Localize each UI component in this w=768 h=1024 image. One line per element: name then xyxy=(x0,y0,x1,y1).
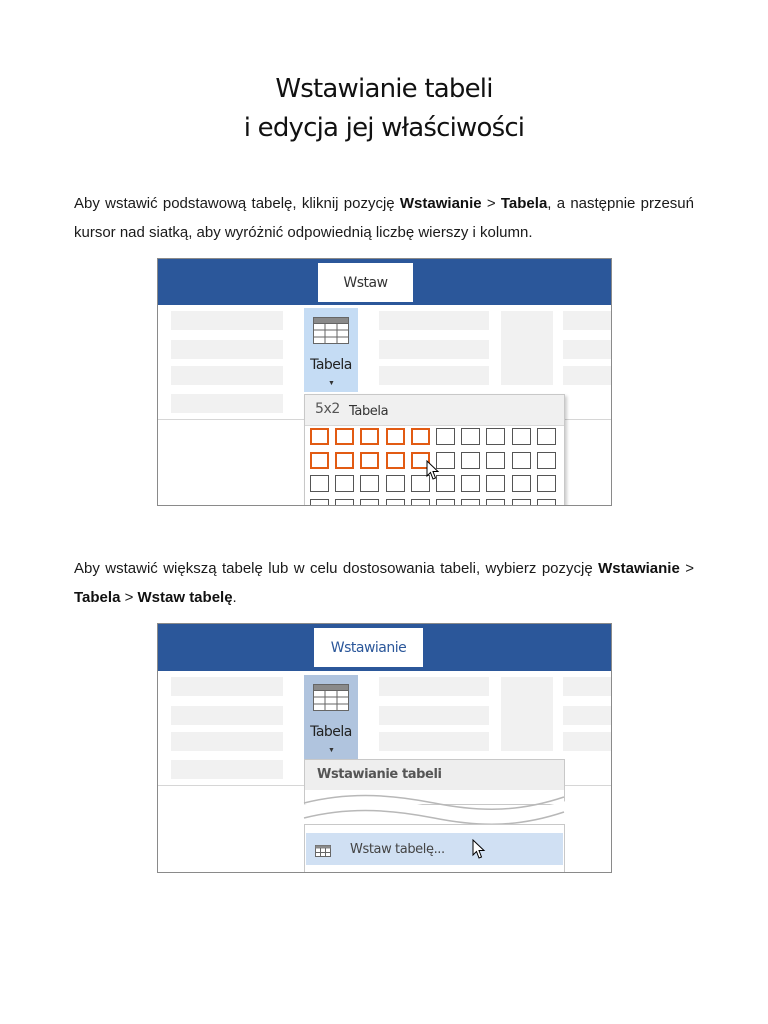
text: Aby wstawić większą tabelę lub w celu dostosowania tabeli, wybierz pozycję xyxy=(74,560,599,577)
grid-cell[interactable] xyxy=(537,452,556,469)
ribbon-placeholder xyxy=(171,760,283,779)
grid-cell[interactable] xyxy=(310,499,329,506)
tab-wstawianie[interactable]: Wstawianie xyxy=(314,628,423,667)
grid-cell[interactable] xyxy=(461,499,480,506)
grid-cell[interactable] xyxy=(486,452,505,469)
ribbon-placeholder xyxy=(563,677,612,696)
grid-cell[interactable] xyxy=(310,452,329,469)
table-button[interactable] xyxy=(304,308,358,392)
paragraph-larger-table xyxy=(74,554,694,612)
bold-wstaw-tabele: Wstaw tabelę xyxy=(137,589,233,606)
ribbon-placeholder xyxy=(563,311,612,330)
grid-cell[interactable] xyxy=(310,428,329,445)
grid-cell[interactable] xyxy=(335,452,354,469)
ribbon-placeholder xyxy=(379,732,489,751)
grid-cell[interactable] xyxy=(310,475,329,492)
ribbon-placeholder xyxy=(563,366,612,385)
menu-item-label: Wstaw tabelę... xyxy=(350,842,445,857)
grid-cell[interactable] xyxy=(411,428,430,445)
grid-cell[interactable] xyxy=(512,428,531,445)
ribbon-placeholder xyxy=(501,677,553,751)
ribbon-placeholder xyxy=(171,340,283,359)
grid-cell[interactable] xyxy=(512,452,531,469)
table-grid-dropdown xyxy=(304,394,565,506)
ribbon-placeholder xyxy=(563,732,612,751)
chevron-down-icon: ▼ xyxy=(328,380,335,387)
page-title-line-2: i edycja jej właściwości xyxy=(243,113,525,143)
bold-tabela: Tabela xyxy=(500,195,548,212)
separator: > xyxy=(679,560,694,577)
ribbon-placeholder xyxy=(171,677,283,696)
grid-cell[interactable] xyxy=(537,475,556,492)
grid-cell[interactable] xyxy=(386,428,405,445)
grid-cell[interactable] xyxy=(360,428,379,445)
torn-edge-divider xyxy=(298,794,570,828)
ribbon-placeholder xyxy=(379,366,489,385)
grid-cell[interactable] xyxy=(411,499,430,506)
grid-cell[interactable] xyxy=(461,452,480,469)
table-button[interactable] xyxy=(304,675,358,759)
ribbon-placeholder xyxy=(501,311,553,385)
grid-size-label: 5x2 xyxy=(315,401,340,417)
paragraph-basic-table xyxy=(74,189,694,247)
bold-wstawianie: Wstawianie xyxy=(399,195,482,212)
grid-cell[interactable] xyxy=(360,499,379,506)
grid-cell[interactable] xyxy=(486,499,505,506)
grid-cell[interactable] xyxy=(461,428,480,445)
ribbon-placeholder xyxy=(171,706,283,725)
text: , a następnie przesuń kursor nad siatką, aby wyróżnić odpowiednią liczbę wierszy i kolumn. xyxy=(74,195,694,241)
grid-cell[interactable] xyxy=(335,428,354,445)
mouse-cursor-icon xyxy=(472,839,486,860)
ribbon-placeholder xyxy=(171,311,283,330)
ribbon-placeholder xyxy=(379,706,489,725)
ribbon-placeholder xyxy=(563,340,612,359)
grid-header xyxy=(305,395,564,426)
ribbon-placeholder xyxy=(171,394,283,413)
grid-cell[interactable] xyxy=(512,475,531,492)
ribbon-placeholder xyxy=(563,706,612,725)
ribbon-placeholder xyxy=(379,340,489,359)
grid-cell[interactable] xyxy=(486,428,505,445)
grid-cell[interactable] xyxy=(335,475,354,492)
grid-cell[interactable] xyxy=(436,499,455,506)
ribbon-placeholder xyxy=(379,677,489,696)
ribbon-placeholder xyxy=(171,366,283,385)
text: . xyxy=(232,589,237,606)
grid-cell[interactable] xyxy=(335,499,354,506)
screenshot-table-grid xyxy=(157,258,612,506)
grid-cell[interactable] xyxy=(386,452,405,469)
screenshot-insert-table-menu xyxy=(157,623,612,873)
tab-wstaw[interactable]: Wstaw xyxy=(318,263,413,302)
grid-header-label: Tabela xyxy=(349,404,389,419)
chevron-down-icon: ▼ xyxy=(328,747,335,754)
table-button-label: Tabela xyxy=(310,724,352,740)
table-icon xyxy=(313,317,349,344)
ribbon-bar xyxy=(158,259,611,305)
separator: > xyxy=(120,589,138,606)
table-button-label: Tabela xyxy=(310,357,352,373)
grid-cell[interactable] xyxy=(537,428,556,445)
table-icon xyxy=(315,845,331,857)
grid-cell[interactable] xyxy=(512,499,531,506)
mouse-cursor-icon xyxy=(426,460,440,481)
grid-cell[interactable] xyxy=(360,475,379,492)
ribbon-placeholder xyxy=(171,732,283,751)
ribbon-bar xyxy=(158,624,611,671)
grid-cell[interactable] xyxy=(386,475,405,492)
page-title-line-1: Wstawianie tabeli xyxy=(275,74,493,104)
grid-cell[interactable] xyxy=(537,499,556,506)
grid-cell[interactable] xyxy=(486,475,505,492)
table-icon xyxy=(313,684,349,711)
bold-tabela: Tabela xyxy=(74,589,121,606)
grid-cell[interactable] xyxy=(386,499,405,506)
text: Aby wstawić podstawową tabelę, kliknij pozycję xyxy=(74,195,400,212)
menu-item-insert-table[interactable] xyxy=(306,833,563,865)
menu-header: Wstawianie tabeli xyxy=(305,760,564,790)
grid-cell[interactable] xyxy=(461,475,480,492)
grid-cell[interactable] xyxy=(360,452,379,469)
insert-table-menu-bottom xyxy=(304,824,565,873)
grid-cell[interactable] xyxy=(436,428,455,445)
bold-wstawianie: Wstawianie xyxy=(598,560,680,577)
separator: > xyxy=(481,195,501,212)
ribbon-placeholder xyxy=(379,311,489,330)
